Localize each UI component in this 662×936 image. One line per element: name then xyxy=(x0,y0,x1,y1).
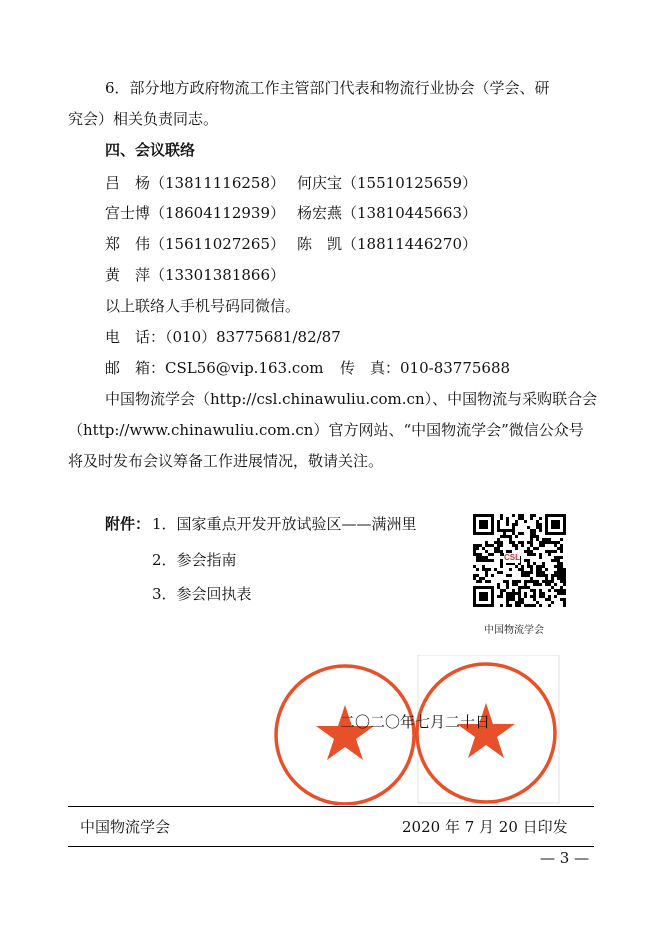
contact-phone: （18811446270） xyxy=(342,235,477,253)
contact-phone: （13301381866） xyxy=(150,266,285,284)
page-number: — 3 — xyxy=(540,849,590,867)
contact-phone: （15611027265） xyxy=(150,235,285,253)
section-heading: 四、会议联络 xyxy=(105,141,196,159)
notice-line3: 将及时发布会议筹备工作进展情况，敬请关注。 xyxy=(68,452,384,470)
seal-right xyxy=(417,664,555,802)
contact xyxy=(297,173,477,193)
item6-line2: 究会）相关负责同志。 xyxy=(68,110,219,128)
footer-divider-top xyxy=(68,806,594,807)
contact xyxy=(297,234,477,254)
fax-line: 传 真：010-83775688 xyxy=(340,359,511,377)
contact-name: 黄 萍 xyxy=(105,266,151,284)
contact-phone: （13810445663） xyxy=(342,204,477,222)
footer-issued-date: 2020 年 7 月 20 日印发 xyxy=(402,818,568,836)
notice-line2: （http://www.chinawuliu.com.cn）官方网站、“中国物流学会”微信公众号 xyxy=(68,421,584,439)
seal-left xyxy=(276,666,414,804)
contact-phone: （18604112939） xyxy=(150,204,285,222)
contact-name: 宫士博 xyxy=(105,204,151,222)
attachments-label: 附件： xyxy=(105,515,151,533)
wechat-note: 以上联络人手机号码同微信。 xyxy=(105,297,301,315)
contact xyxy=(105,203,285,223)
footer-divider-bottom xyxy=(68,846,594,847)
contact-phone: （15510125659） xyxy=(342,174,477,192)
qr-center-text: CSL xyxy=(504,553,520,562)
attachment-item: 1．国家重点开发开放试验区——满洲里 xyxy=(152,515,417,533)
footer-org: 中国物流学会 xyxy=(80,818,171,836)
item6-line1: 6．部分地方政府物流工作主管部门代表和物流行业协会（学会、研 xyxy=(105,79,550,97)
contact xyxy=(105,234,285,254)
contact xyxy=(105,173,285,193)
contact-name: 杨宏燕 xyxy=(297,204,343,222)
notice-line1: 中国物流学会（http://csl.chinawuliu.com.cn）、中国物流与采购联合会 xyxy=(105,390,598,408)
contact xyxy=(297,203,477,223)
qr-caption: 中国物流学会 xyxy=(484,625,544,636)
contact-phone: （13811116258） xyxy=(150,174,285,192)
email-line: 邮 箱：CSL56@vip.163.com xyxy=(105,359,324,377)
phone-line: 电 话：（010）83775681/82/87 xyxy=(105,328,341,346)
contact-name: 何庆宝 xyxy=(297,174,343,192)
contact-name: 吕 杨 xyxy=(105,174,151,192)
attachment-item: 2．参会指南 xyxy=(152,551,237,569)
contact-name: 郑 伟 xyxy=(105,235,151,253)
signing-date: 二〇二〇年七月二十日 xyxy=(340,713,491,731)
attachment-item: 3．参会回执表 xyxy=(152,585,252,603)
contact-name: 陈 凯 xyxy=(297,235,343,253)
contact xyxy=(105,265,285,285)
